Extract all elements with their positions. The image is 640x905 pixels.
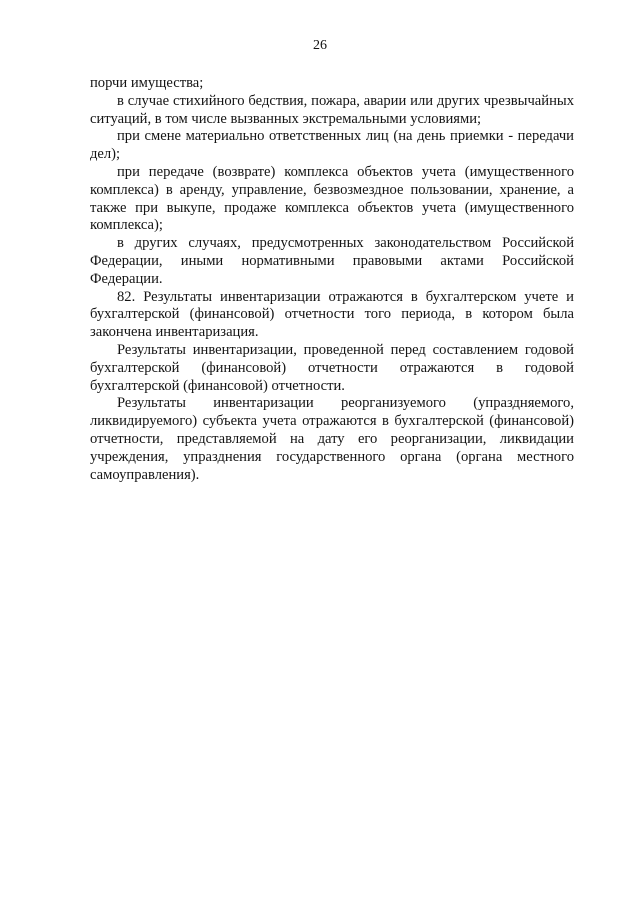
paragraph-disaster: в случае стихийного бедствия, пожара, аварии или других чрезвычайных ситуаций, в том числе вызванных экстремальными условиями; [90,92,574,127]
paragraph-change-responsible: при смене материально ответственных лиц (на день приемки - передачи дел); [90,128,574,163]
page-number: 26 [313,38,327,53]
paragraph-reorganization-results: Результаты инвентаризации реорганизуемого (упраздняемого, ликвидируемого) субъекта учета отражаются в бухгалтерской (финансовой) отчетности, представляемой на дату его реорганизации, ликвидации учреждения, упразднения государственного органа (органа местного самоуправления). [90,395,574,483]
paragraph-other-cases: в других случаях, предусмотренных законодательством Российской Федерации, иными нормативными правовыми актами Российской Федерации. [90,235,574,287]
document-body [90,75,574,484]
paragraph-82-results: 82. Результаты инвентаризации отражаются в бухгалтерском учете и бухгалтерской (финансовой) отчетности того периода, в котором была закончена инвентаризация. [90,288,574,341]
paragraph-damage: порчи имущества; [90,75,204,91]
paragraph-transfer-complex: при передаче (возврате) комплекса объектов учета (имущественного комплекса) в аренду, управление, безвозмездное пользовании, хранение, а также при выкупе, продаже комплекса объектов учета (имущественного комплекса); [90,163,574,234]
paragraph-annual-results: Результаты инвентаризации, проведенной перед составлением годовой бухгалтерской (финансовой) отчетности отражаются в годовой бухгалтерской (финансовой) отчетности. [90,341,574,394]
